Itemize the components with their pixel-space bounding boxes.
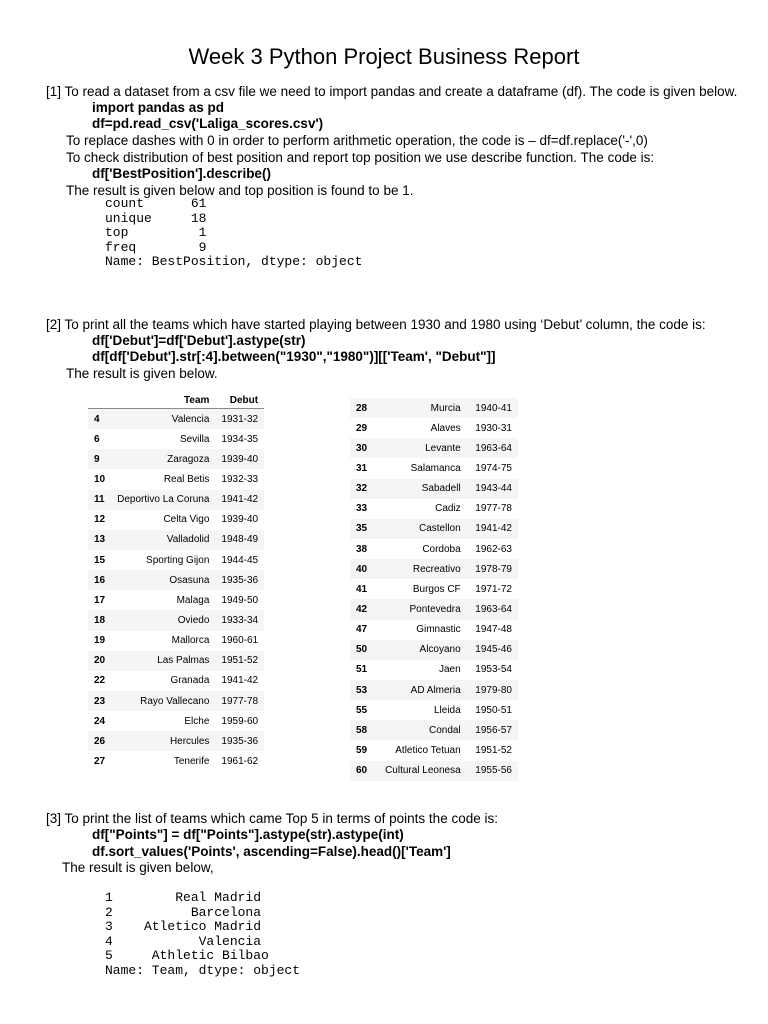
column-header-debut: Debut (229, 394, 259, 406)
debut-season: 1941-42 (215, 490, 264, 510)
debut-season: 1962-63 (475, 543, 512, 555)
table-row (88, 691, 264, 711)
team-name: Alcoyano (374, 640, 466, 660)
debut-season: 1930-31 (475, 422, 512, 434)
section3-code-astype: df["Points"] = df["Points"].astype(str).astype(int) (92, 827, 404, 842)
team-name: Celta Vigo (163, 514, 210, 526)
row-index: 19 (94, 635, 106, 647)
team-name: Salamanca (410, 462, 461, 474)
debut-season: 1953-54 (475, 664, 512, 676)
team-name: Jaen (438, 664, 461, 676)
debut-season: 1943-44 (467, 479, 518, 499)
table-row (88, 469, 264, 489)
table-row (350, 660, 518, 680)
team-name: Elche (184, 715, 210, 727)
debut-season: 1959-60 (221, 715, 259, 727)
debut-season: 1977-78 (475, 503, 512, 515)
debut-season: 1941-42 (467, 519, 518, 539)
debut-season: 1951-52 (475, 744, 512, 756)
row-index: 23 (88, 691, 111, 711)
row-index: 26 (88, 731, 111, 751)
team-name: Burgos CF (412, 583, 461, 595)
column-header-team: Team (184, 394, 210, 406)
row-index: 11 (88, 490, 111, 510)
table-row (88, 590, 264, 610)
row-index: 15 (94, 554, 106, 566)
debut-table-left (88, 392, 264, 772)
row-index: 18 (88, 610, 111, 630)
section1-describe-output: count 61 unique 18 top 1 freq 9 Name: BestPosition, dtype: object (105, 196, 363, 269)
table-row (350, 499, 518, 519)
row-index: 55 (356, 704, 368, 716)
section1-intro: [1] To read a dataset from a csv file we need to import pandas and create a dataframe (df). The code is given below. (46, 84, 738, 99)
table-row (350, 761, 518, 781)
row-index: 31 (356, 462, 368, 474)
debut-season: 1948-49 (215, 530, 264, 550)
team-name: Cultural Leonesa (374, 761, 466, 781)
team-name: Lleida (433, 704, 461, 716)
table-row (350, 620, 518, 640)
table-row (350, 398, 518, 418)
section3-intro: [3] To print the list of teams which came Top 5 in terms of points the code is: (46, 811, 498, 826)
debut-season: 1979-80 (467, 680, 518, 700)
table-row (88, 671, 264, 691)
debut-season: 1960-61 (221, 635, 259, 647)
row-index: 41 (356, 583, 368, 595)
team-name: Castellon (374, 519, 466, 539)
debut-season: 1935-36 (215, 731, 264, 751)
debut-season: 1950-51 (475, 704, 512, 716)
row-index: 35 (350, 519, 374, 539)
table-row (88, 570, 264, 590)
row-index: 20 (88, 651, 111, 671)
team-name: Malaga (176, 594, 210, 606)
debut-season: 1963-64 (467, 599, 518, 619)
row-index: 12 (94, 514, 106, 526)
row-index: 28 (350, 398, 374, 418)
section2-code-astype: df['Debut']=df['Debut'].astype(str) (92, 333, 306, 348)
row-index: 17 (94, 594, 106, 606)
row-index: 53 (350, 680, 374, 700)
table-row (350, 418, 518, 438)
team-name: Mallorca (171, 635, 210, 647)
row-index: 10 (94, 473, 106, 485)
table-row (350, 579, 518, 599)
table-row (88, 550, 264, 570)
team-name: Atletico Tetuan (395, 744, 461, 756)
team-name: Rayo Vallecano (111, 691, 215, 711)
debut-season: 1934-35 (221, 433, 259, 445)
table-row (88, 610, 264, 630)
section3-code-sort: df.sort_values('Points', ascending=False).head()['Team'] (92, 844, 451, 859)
debut-season: 1951-52 (215, 651, 264, 671)
row-index: 29 (356, 422, 368, 434)
table-row (350, 680, 518, 700)
debut-season: 1974-75 (475, 462, 512, 474)
table-row (88, 751, 264, 771)
debut-season: 1971-72 (475, 583, 512, 595)
table-row (88, 711, 264, 731)
section1-code-read-csv: df=pd.read_csv('Laliga_scores.csv') (92, 116, 324, 131)
table-row (350, 519, 518, 539)
team-name: Gimnastic (416, 624, 461, 636)
row-index: 6 (94, 433, 100, 445)
table-row (350, 640, 518, 660)
table-row (350, 458, 518, 478)
table-row (88, 731, 264, 751)
team-name: Pontevedra (374, 599, 466, 619)
section1-distribution-text: To check distribution of best position and report top position we use describe function. The code is: (66, 150, 655, 165)
team-name: Alaves (430, 422, 461, 434)
section3-result-text: The result is given below, (62, 860, 214, 875)
row-index: 60 (350, 761, 374, 781)
section1-code-describe: df['BestPosition'].describe() (92, 166, 271, 181)
debut-season: 1947-48 (475, 624, 512, 636)
team-name: Sabadell (374, 479, 466, 499)
debut-season: 1961-62 (221, 755, 259, 767)
row-index: 42 (350, 599, 374, 619)
debut-season: 1945-46 (467, 640, 518, 660)
table-row (88, 651, 264, 671)
debut-table-right (350, 398, 518, 781)
row-index: 50 (350, 640, 374, 660)
section3-top5-output: 1 Real Madrid 2 Barcelona 3 Atletico Madrid 4 Valencia 5 Athletic Bilbao Name: Team, dtype: object (105, 890, 301, 978)
team-name: Zaragoza (111, 449, 215, 469)
debut-season: 1939-40 (215, 449, 264, 469)
section1-replace-text: To replace dashes with 0 in order to perform arithmetic operation, the code is – df=df.replace('-',0) (66, 133, 648, 148)
table-row (88, 449, 264, 469)
row-index: 59 (356, 744, 368, 756)
debut-season: 1941-42 (221, 675, 259, 687)
table-row (88, 409, 264, 430)
team-name: AD Almeria (374, 680, 466, 700)
team-name: Sevilla (179, 433, 210, 445)
team-name: Tenerife (173, 755, 210, 767)
row-index: 24 (94, 715, 106, 727)
team-name: Recreativo (374, 559, 466, 579)
debut-season: 1935-36 (215, 570, 264, 590)
team-name: Oviedo (111, 610, 215, 630)
debut-season: 1931-32 (215, 409, 264, 430)
section2-result-text: The result is given below. (66, 366, 218, 381)
row-index: 30 (350, 438, 374, 458)
row-index: 22 (94, 675, 106, 687)
section2-intro: [2] To print all the teams which have started playing between 1930 and 1980 using ‘Debut’ column, the code is: (46, 317, 706, 332)
row-index: 32 (350, 479, 374, 499)
row-index: 27 (94, 755, 106, 767)
team-name: Sporting Gijon (146, 554, 210, 566)
section1-result-text: The result is given below and top position is found to be 1. (66, 183, 414, 198)
team-name: Valladolid (111, 530, 215, 550)
table-row (350, 720, 518, 740)
team-name: Condal (374, 720, 466, 740)
team-name: Hercules (111, 731, 215, 751)
table-row (350, 599, 518, 619)
team-name: Granada (170, 675, 210, 687)
team-name: Levante (374, 438, 466, 458)
debut-season: 1932-33 (221, 473, 259, 485)
debut-season: 1963-64 (467, 438, 518, 458)
debut-season: 1949-50 (221, 594, 259, 606)
table-row (88, 490, 264, 510)
row-index: 58 (350, 720, 374, 740)
table-row (350, 438, 518, 458)
debut-season: 1977-78 (215, 691, 264, 711)
section1-code-import: import pandas as pd (92, 100, 225, 115)
row-index: 9 (88, 449, 111, 469)
team-name: Deportivo La Coruna (111, 490, 215, 510)
debut-season: 1940-41 (467, 398, 518, 418)
debut-season: 1933-34 (215, 610, 264, 630)
page-title: Week 3 Python Project Business Report (188, 44, 580, 69)
row-index: 16 (88, 570, 111, 590)
team-name: Real Betis (163, 473, 210, 485)
team-name: Las Palmas (111, 651, 215, 671)
table-row (350, 559, 518, 579)
table-row (88, 631, 264, 651)
team-name: Valencia (111, 409, 215, 430)
table-row (88, 530, 264, 550)
table-row (350, 740, 518, 760)
debut-season: 1944-45 (221, 554, 259, 566)
debut-season: 1955-56 (467, 761, 518, 781)
table-row (350, 700, 518, 720)
team-name: Murcia (374, 398, 466, 418)
team-name: Osasuna (111, 570, 215, 590)
row-index: 38 (356, 543, 368, 555)
section2-code-filter: df[df['Debut'].str[:4].between("1930","1980")][['Team', "Debut"]] (92, 349, 496, 364)
debut-season: 1939-40 (221, 514, 259, 526)
table-row (350, 479, 518, 499)
table-row (88, 510, 264, 530)
table-row (88, 429, 264, 449)
row-index: 47 (356, 624, 368, 636)
debut-season: 1978-79 (467, 559, 518, 579)
team-name: Cordoba (422, 543, 461, 555)
row-index: 40 (350, 559, 374, 579)
debut-season: 1956-57 (467, 720, 518, 740)
row-index: 51 (356, 664, 368, 676)
team-name: Cadiz (435, 503, 461, 515)
row-index: 13 (88, 530, 111, 550)
table-row (350, 539, 518, 559)
row-index: 33 (356, 503, 368, 515)
row-index: 4 (88, 409, 111, 430)
